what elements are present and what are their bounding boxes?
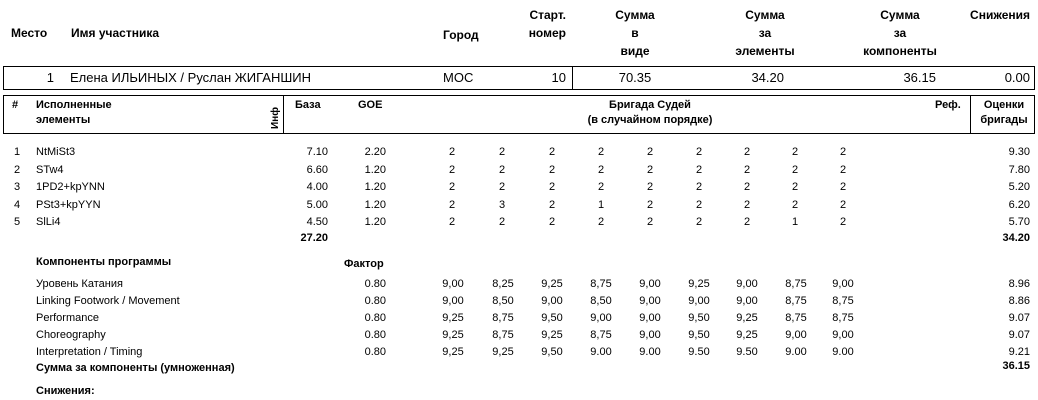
component-judge-mark: 9,00	[639, 329, 661, 341]
element-base: 5.00	[306, 198, 328, 211]
element-score: 5.70	[1008, 216, 1030, 228]
element-judge-mark: 2	[791, 181, 799, 193]
component-judge-mark: 9,00	[785, 329, 807, 341]
header-total-2: в	[631, 26, 639, 40]
summary-deductions: 0.00	[1004, 70, 1030, 85]
component-score: 8.86	[1008, 295, 1030, 307]
component-judge-mark: 8,75	[785, 312, 807, 324]
component-judge-mark: 8,75	[785, 295, 807, 307]
component-judge-mark: 9,00	[639, 278, 661, 290]
header-total-3: виде	[620, 44, 650, 58]
component-judge-mark: 8,75	[492, 312, 514, 324]
element-judge-mark: 2	[791, 198, 799, 211]
header-elements-1: Сумма	[745, 8, 785, 22]
component-factor: 0.80	[364, 295, 386, 307]
component-score: 9.21	[1008, 346, 1030, 358]
element-judge-mark: 2	[498, 163, 506, 176]
element-judge-mark: 3	[498, 198, 506, 211]
element-goe: 2.20	[364, 146, 386, 158]
element-judge-mark: 2	[839, 146, 847, 158]
header-elements-2: за	[758, 26, 772, 40]
component-judge-mark: 9,00	[832, 329, 854, 341]
element-goe: 1.20	[364, 216, 386, 228]
component-judge-mark: 9.00	[590, 346, 612, 358]
header-place: Место	[11, 26, 48, 40]
component-name: Linking Footwork / Movement	[36, 295, 180, 307]
element-score: 7.80	[1008, 163, 1030, 176]
component-name: Уровень Катания	[36, 278, 123, 290]
element-num: 4	[14, 198, 21, 211]
header-total-1: Сумма	[615, 8, 655, 22]
component-judge-mark: 9,00	[736, 278, 758, 290]
element-judge-mark: 2	[839, 181, 847, 193]
component-judge-mark: 9,50	[688, 312, 710, 324]
component-judge-mark: 9,00	[541, 295, 563, 307]
header-components-3: компоненты	[863, 44, 937, 58]
components-total-label: Сумма за компоненты (умноженная)	[36, 362, 235, 374]
component-judge-mark: 9,00	[442, 278, 464, 290]
component-judge-mark: 8,75	[832, 295, 854, 307]
element-base: 4.50	[306, 216, 328, 228]
element-score: 9.30	[1008, 146, 1030, 158]
element-goe: 1.20	[364, 198, 386, 211]
element-judge-mark: 2	[695, 163, 703, 176]
element-goe: 1.20	[364, 163, 386, 176]
component-factor: 0.80	[364, 278, 386, 290]
element-judge-mark: 2	[646, 163, 654, 176]
elements-total-base: 27.20	[300, 232, 328, 244]
element-judge-mark: 2	[791, 163, 799, 176]
elements-header-divider-2	[970, 95, 971, 134]
component-judge-mark: 8,75	[785, 278, 807, 290]
component-judge-mark: 9,50	[541, 312, 563, 324]
component-factor: 0.80	[364, 329, 386, 341]
element-goe: 1.20	[364, 181, 386, 193]
header-city: Город	[443, 28, 479, 42]
component-judge-mark: 9,00	[639, 295, 661, 307]
elements-header-goe: GOE	[358, 99, 383, 111]
summary-components: 36.15	[903, 70, 936, 85]
element-name: 1PD2+kpYNN	[36, 181, 105, 193]
elements-header-info: Инф	[270, 107, 281, 129]
element-judge-mark: 2	[743, 198, 751, 211]
component-judge-mark: 9,25	[442, 312, 464, 324]
component-judge-mark: 9,25	[736, 312, 758, 324]
component-judge-mark: 9,25	[442, 329, 464, 341]
element-judge-mark: 2	[839, 198, 847, 211]
element-judge-mark: 2	[646, 216, 654, 228]
element-judge-mark: 2	[646, 198, 654, 211]
elements-header-panel-1: Бригада Судей	[609, 99, 691, 111]
header-name: Имя участника	[71, 26, 160, 40]
component-judge-mark: 9,00	[442, 295, 464, 307]
component-judge-mark: 9.50	[688, 346, 710, 358]
component-judge-mark: 8,50	[590, 295, 612, 307]
component-judge-mark: 8,50	[492, 295, 514, 307]
summary-total: 70.35	[618, 70, 652, 85]
elements-header-executed-1: Исполненные	[36, 99, 112, 111]
element-judge-mark: 2	[791, 146, 799, 158]
component-score: 8.96	[1008, 278, 1030, 290]
elements-header-base: База	[295, 99, 321, 111]
element-judge-mark: 2	[597, 146, 605, 158]
components-title: Компоненты программы	[36, 256, 172, 268]
element-judge-mark: 2	[839, 163, 847, 176]
elements-header-divider-1	[283, 95, 284, 134]
component-judge-mark: 9,25	[541, 278, 563, 290]
element-judge-mark: 2	[695, 146, 703, 158]
summary-start-no: 10	[551, 70, 566, 85]
element-name: NtMiSt3	[36, 146, 76, 158]
components-total-score: 36.15	[1002, 360, 1030, 372]
header-components-1: Сумма	[880, 8, 920, 22]
element-score: 6.20	[1008, 198, 1030, 211]
element-num: 5	[14, 216, 21, 228]
elements-header-box	[3, 95, 1035, 134]
elements-header-num: #	[12, 99, 19, 111]
element-judge-mark: 2	[448, 163, 456, 176]
component-judge-mark: 9,00	[639, 312, 661, 324]
element-base: 4.00	[306, 181, 328, 193]
element-judge-mark: 2	[548, 198, 556, 211]
component-name: Interpretation / Timing	[36, 346, 143, 358]
element-judge-mark: 2	[646, 146, 654, 158]
component-judge-mark: 9,00	[832, 278, 854, 290]
element-judge-mark: 2	[743, 146, 751, 158]
component-factor: 0.80	[364, 312, 386, 324]
element-judge-mark: 1	[791, 216, 799, 228]
element-judge-mark: 2	[743, 163, 751, 176]
summary-divider	[572, 66, 573, 90]
element-base: 7.10	[306, 146, 328, 158]
element-judge-mark: 2	[498, 146, 506, 158]
element-judge-mark: 2	[597, 181, 605, 193]
component-judge-mark: 9,00	[590, 312, 612, 324]
component-score: 9.07	[1008, 329, 1030, 341]
header-deductions: Снижения	[970, 8, 1030, 22]
element-judge-mark: 2	[548, 163, 556, 176]
component-judge-mark: 8,75	[492, 329, 514, 341]
element-num: 2	[14, 163, 21, 176]
element-judge-mark: 2	[448, 146, 456, 158]
component-judge-mark: 9,00	[736, 295, 758, 307]
component-judge-mark: 9.00	[639, 346, 661, 358]
elements-header-executed-2: элементы	[36, 114, 91, 126]
component-judge-mark: 9,00	[688, 295, 710, 307]
component-judge-mark: 9,25	[688, 278, 710, 290]
element-judge-mark: 2	[448, 198, 456, 211]
elements-total-score: 34.20	[1002, 232, 1030, 244]
component-name: Choreography	[36, 329, 106, 341]
components-factor-header: Фактор	[344, 258, 384, 270]
element-judge-mark: 2	[597, 163, 605, 176]
element-judge-mark: 2	[498, 181, 506, 193]
element-judge-mark: 2	[548, 146, 556, 158]
summary-skater-name: Елена ИЛЬИНЫХ / Руслан ЖИГАНШИН	[70, 70, 312, 85]
element-judge-mark: 2	[597, 216, 605, 228]
header-start-no-2: номер	[528, 26, 566, 40]
element-judge-mark: 2	[548, 181, 556, 193]
header-components-2: за	[893, 26, 907, 40]
element-judge-mark: 2	[448, 216, 456, 228]
element-name: PSt3+kpYYN	[36, 198, 101, 211]
component-factor: 0.80	[364, 346, 386, 358]
deductions-label: Снижения:	[36, 385, 95, 397]
header-start-no-1: Старт.	[529, 8, 566, 22]
summary-city: МОС	[443, 70, 474, 85]
component-judge-mark: 9.00	[785, 346, 807, 358]
component-name: Performance	[36, 312, 99, 324]
element-name: STw4	[36, 163, 64, 176]
element-base: 6.60	[306, 163, 328, 176]
component-judge-mark: 9.50	[736, 346, 758, 358]
elements-header-ref: Реф.	[935, 99, 961, 111]
summary-place: 1	[46, 70, 54, 85]
element-judge-mark: 2	[695, 198, 703, 211]
component-judge-mark: 9.00	[832, 346, 854, 358]
element-judge-mark: 2	[548, 216, 556, 228]
header-elements-3: элементы	[735, 44, 795, 58]
component-judge-mark: 8,75	[590, 278, 612, 290]
component-judge-mark: 9,50	[541, 346, 563, 358]
element-judge-mark: 2	[695, 216, 703, 228]
component-judge-mark: 8,75	[832, 312, 854, 324]
elements-header-scores-2: бригады	[980, 114, 1028, 126]
component-judge-mark: 9,25	[492, 346, 514, 358]
component-judge-mark: 9,50	[688, 329, 710, 341]
element-judge-mark: 1	[597, 198, 605, 211]
component-judge-mark: 9,25	[442, 346, 464, 358]
component-judge-mark: 8,25	[492, 278, 514, 290]
element-num: 1	[14, 146, 21, 158]
element-judge-mark: 2	[646, 181, 654, 193]
component-judge-mark: 9,25	[736, 329, 758, 341]
elements-header-panel-2: (в случайном порядке)	[587, 114, 713, 126]
element-num: 3	[14, 181, 21, 193]
element-name: SlLi4	[36, 216, 61, 228]
elements-header-scores-1: Оценки	[983, 99, 1025, 111]
element-judge-mark: 2	[448, 181, 456, 193]
element-judge-mark: 2	[498, 216, 506, 228]
element-score: 5.20	[1008, 181, 1030, 193]
element-judge-mark: 2	[743, 216, 751, 228]
component-judge-mark: 9,25	[541, 329, 563, 341]
summary-elements: 34.20	[751, 70, 784, 85]
component-judge-mark: 8,75	[590, 329, 612, 341]
element-judge-mark: 2	[839, 216, 847, 228]
element-judge-mark: 2	[695, 181, 703, 193]
element-judge-mark: 2	[743, 181, 751, 193]
component-score: 9.07	[1008, 312, 1030, 324]
